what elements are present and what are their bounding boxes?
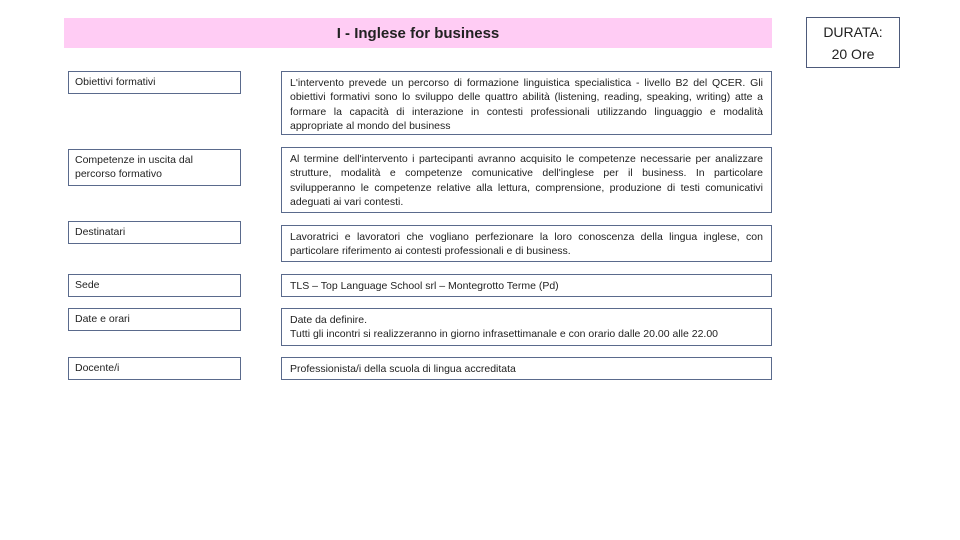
label-sede: Sede	[68, 274, 241, 297]
label-docenti: Docente/i	[68, 357, 241, 380]
label-destinatari: Destinatari	[68, 221, 241, 244]
label-obiettivi-formativi: Obiettivi formativi	[68, 71, 241, 94]
label-competenze-in-uscita: Competenze in uscita dal percorso formativo	[68, 149, 241, 186]
value-destinatari: Lavoratrici e lavoratori che vogliano perfezionare la loro conoscenza della lingua inglese, con particolare riferimento ai contesti professionali e di business.	[281, 225, 772, 262]
label-date-e-orari: Date e orari	[68, 308, 241, 331]
course-title: I - Inglese for business	[64, 18, 772, 48]
duration-box	[806, 17, 900, 68]
duration-value: 20 Ore	[831, 46, 875, 62]
date-line: Date da definire.	[290, 314, 368, 326]
value-date-e-orari	[281, 308, 772, 346]
value-obiettivi-formativi: L'intervento prevede un percorso di formazione linguistica specialistica - livello B2 del QCER. Gli obiettivi formativi sono lo sviluppo delle quattro abilità (listening, reading, speaking, writing) atte a formare la capacità di interazione in contesti professionali utilizzando linguaggio e modalità appropriate al mondo del business	[281, 71, 772, 135]
value-competenze-in-uscita: Al termine dell'intervento i partecipanti avranno acquisito le competenze necessarie per analizzare strutture, modalità e competenze comunicative dell'inglese per il business. In particolare svilupperanno le competenze relative alla lettura, comprensione, produzione di testi comunicativi adeguati ai vari contesti.	[281, 147, 772, 213]
value-docenti: Professionista/i della scuola di lingua accreditata	[281, 357, 772, 380]
value-sede: TLS – Top Language School srl – Montegrotto Terme (Pd)	[281, 274, 772, 297]
schedule-line: Tutti gli incontri si realizzeranno in giorno infrasettimanale e con orario dalle 20.00 alle 22.00	[290, 328, 719, 341]
duration-label: DURATA:	[823, 24, 883, 40]
